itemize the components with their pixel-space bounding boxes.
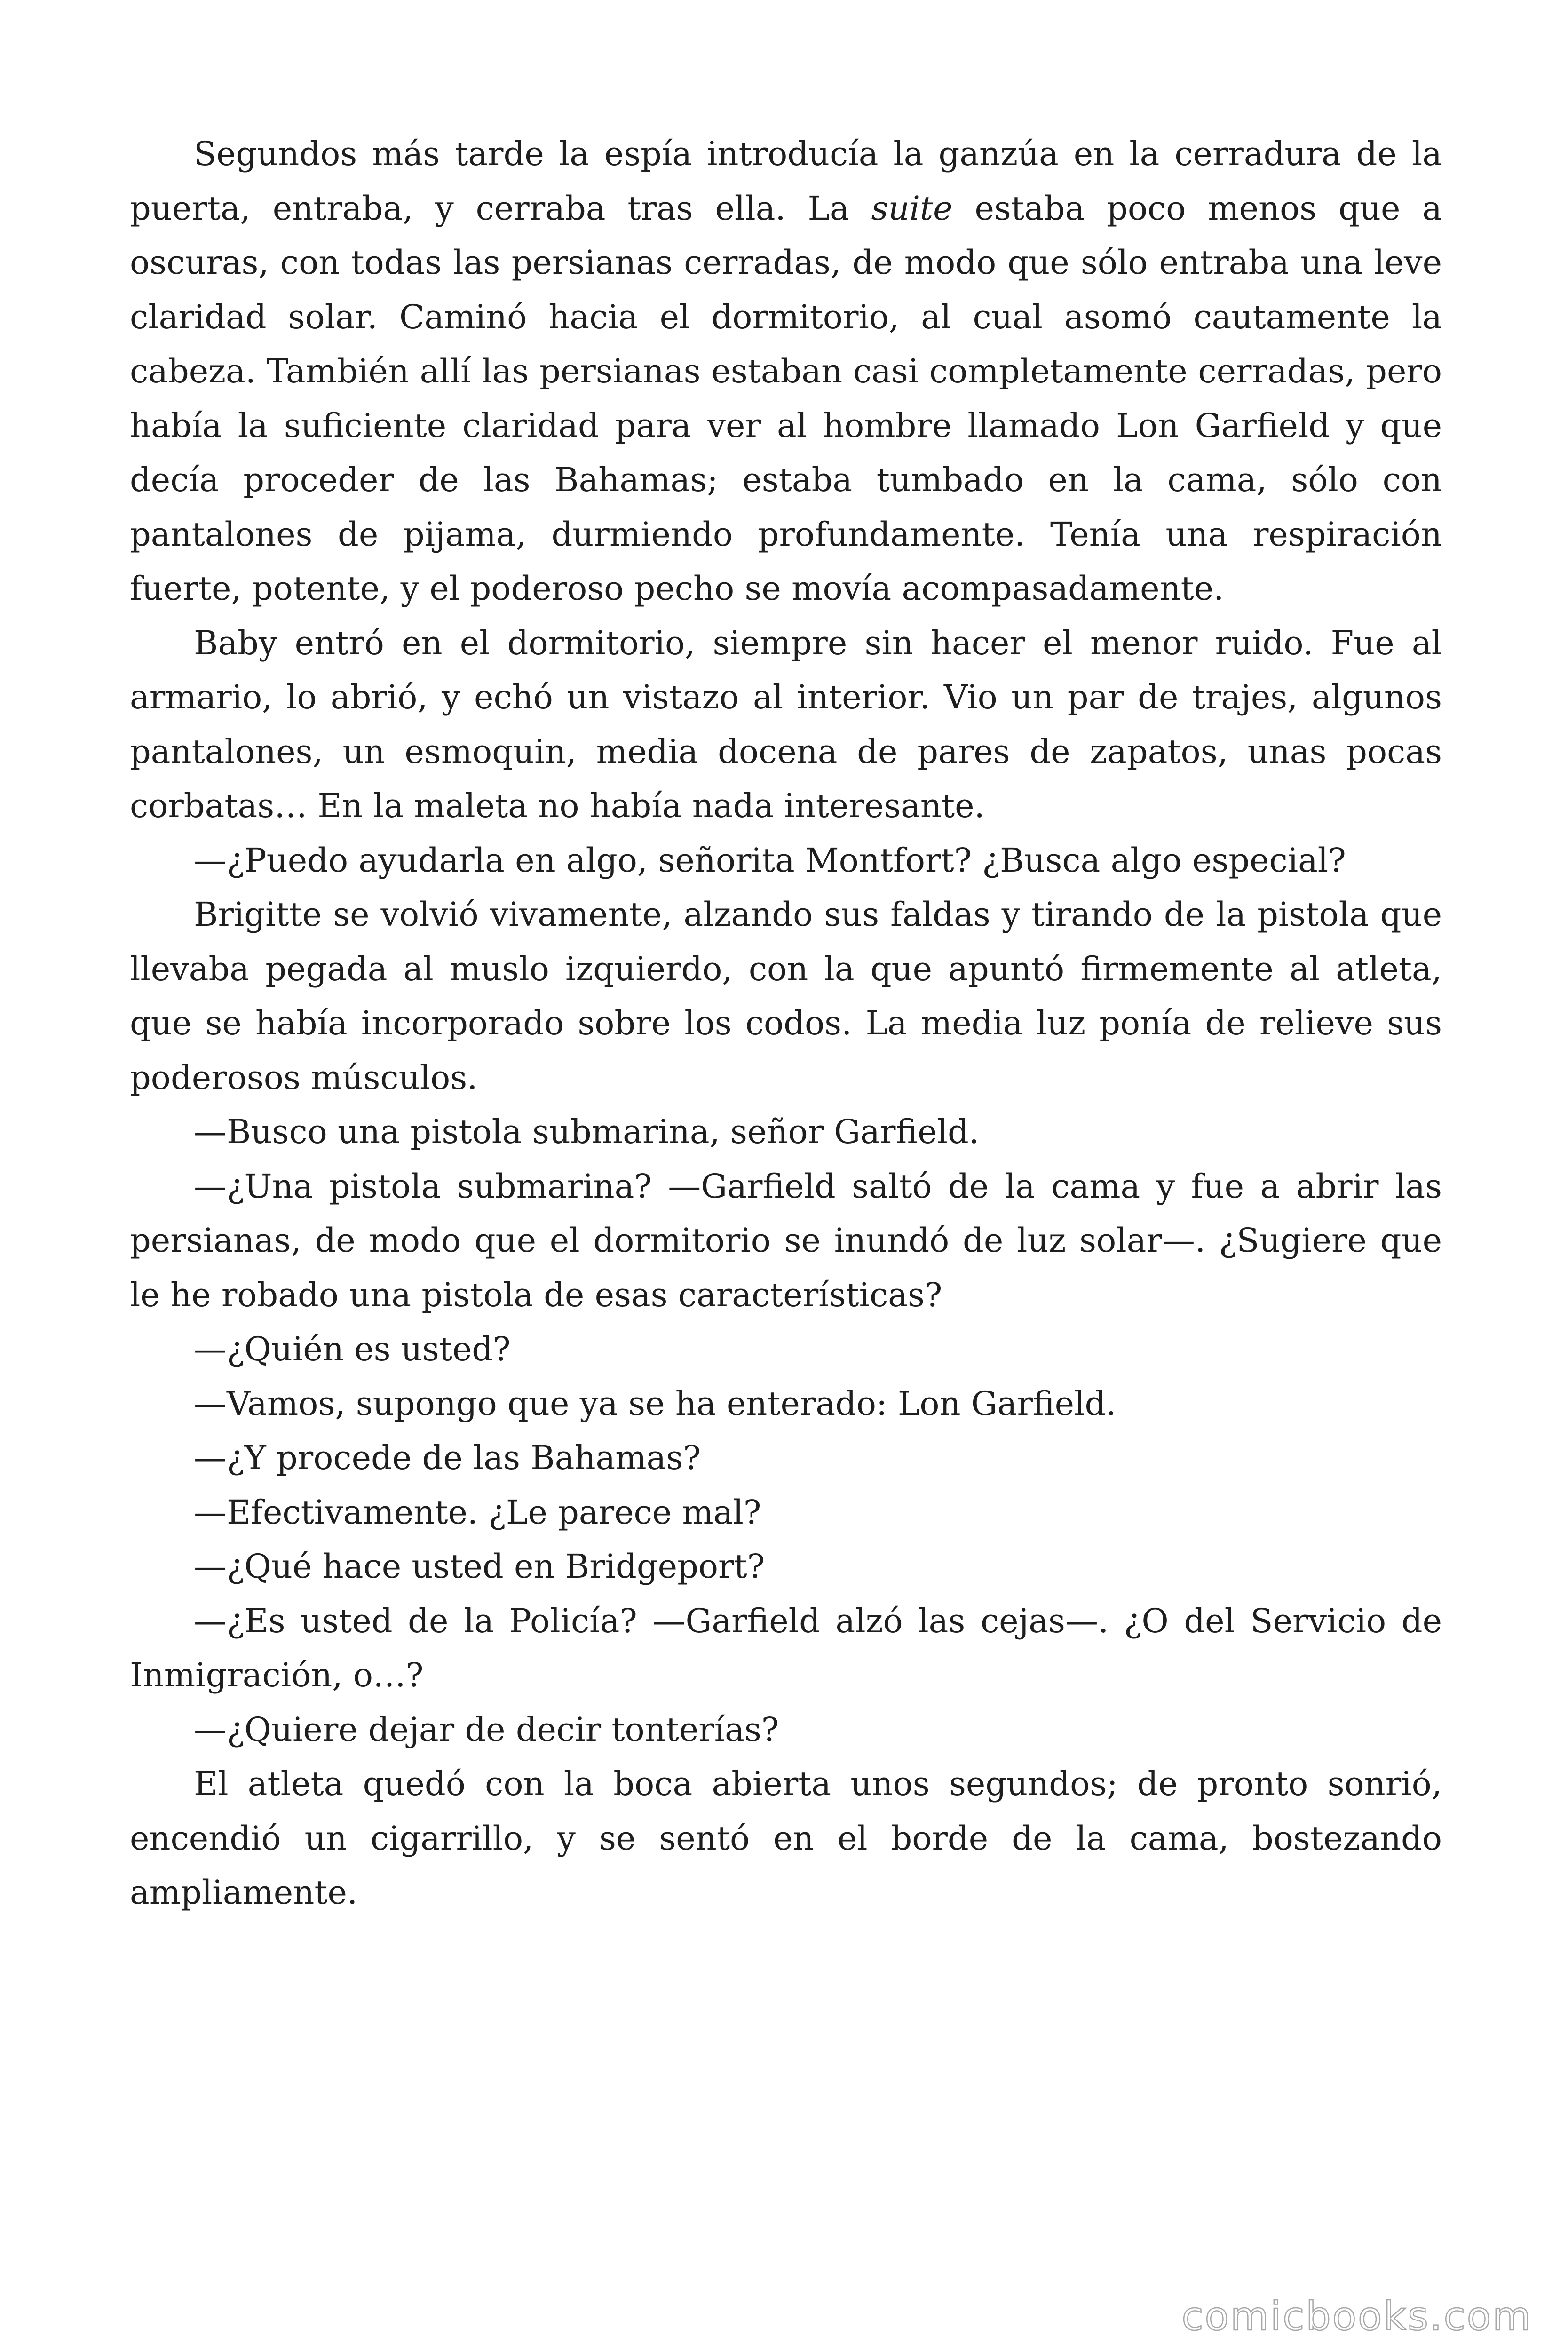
- paragraph: —¿Qué hace usted en Bridgeport?: [194, 1547, 765, 1586]
- paragraph: —¿Y procede de las Bahamas?: [194, 1438, 701, 1477]
- paragraph: —¿Quién es usted?: [194, 1330, 511, 1368]
- paragraph: —¿Puedo ayudarla en algo, señorita Montfort? ¿Busca algo especial?: [194, 841, 1346, 880]
- paragraph: —Vamos, supongo que ya se ha enterado: Lon Garfield.: [194, 1384, 1117, 1423]
- body-text: [130, 127, 1442, 1920]
- paragraph: —Efectivamente. ¿Le parece mal?: [194, 1493, 761, 1532]
- paragraph: Brigitte se volvió vivamente, alzando sus faldas y tirando de la pistola que llevaba pegada al muslo izquierdo, con la que apuntó firmemente al atleta, que se había incorporado sobre los codos. La media luz ponía de relieve sus poderosos músculos.: [130, 895, 1442, 1097]
- paragraph: —¿Quiere dejar de decir tonterías?: [194, 1710, 779, 1749]
- watermark-text: comicbooks.com: [1181, 2293, 1532, 2339]
- paragraph-text-after-italic: estaba poco menos que a oscuras, con todas las persianas cerradas, de modo que sólo entraba una leve claridad solar. Caminó hacia el dormitorio, al cual asomó cautamente la cabeza. También allí las persianas estaban casi completamente cerradas, pero había la suficiente claridad para ver al hombre llamado Lon Garfield y que decía proceder de las Bahamas; estaba tumbado en la cama, sólo con pantalones de pijama, durmiendo profundamente. Tenía una respiración fuerte, potente, y el poderoso pecho se movía acompasadamente.: [130, 189, 1442, 608]
- paragraph: Baby entró en el dormitorio, siempre sin hacer el menor ruido. Fue al armario, lo abrió, y echó un vistazo al interior. Vio un par de trajes, algunos pantalones, un esmoquin, media docena de pares de zapatos, unas pocas corbatas… En la maleta no había nada interesante.: [130, 623, 1442, 825]
- paragraph: —¿Una pistola submarina? —Garfield saltó de la cama y fue a abrir las persianas, de modo que el dormitorio se inundó de luz solar—. ¿Sugiere que le he robado una pistola de esas características?: [130, 1167, 1442, 1314]
- paragraph: El atleta quedó con la boca abierta unos segundos; de pronto sonrió, encendió un cigarrillo, y se sentó en el borde de la cama, bostezando ampliamente.: [130, 1764, 1442, 1912]
- paragraph: [130, 127, 1442, 616]
- paragraph: —Busco una pistola submarina, señor Garfield.: [194, 1112, 980, 1151]
- paragraph: —¿Es usted de la Policía? —Garfield alzó las cejas—. ¿O del Servicio de Inmigración, o…?: [130, 1601, 1442, 1694]
- italic-word: suite: [871, 189, 953, 228]
- paragraph-text-before-italic: Segundos más tarde la espía introducía la ganzúa en la cerradura de la puerta, entraba, y cerraba tras ella. La: [130, 135, 1442, 228]
